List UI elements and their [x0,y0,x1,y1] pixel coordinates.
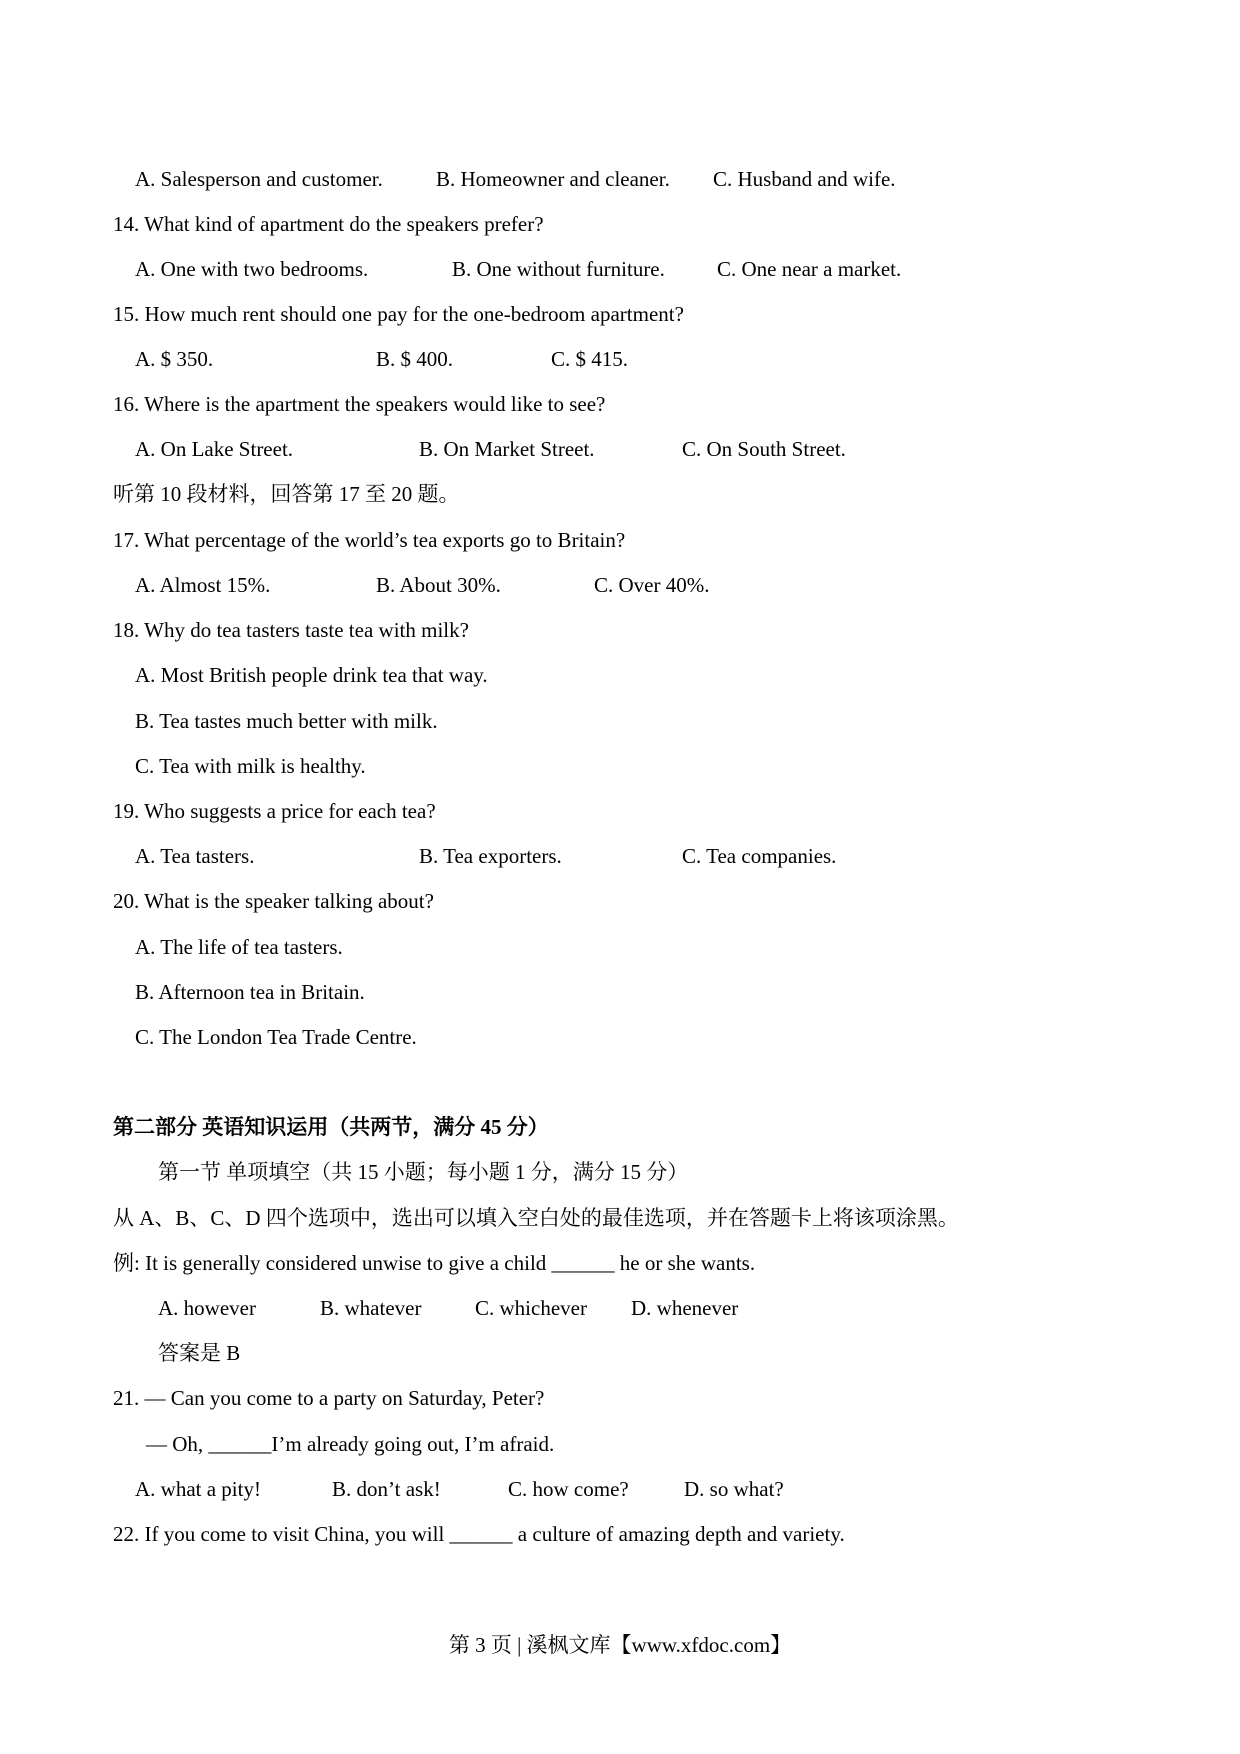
section10-instruction: 听第 10 段材料，回答第 17 至 20 题。 [113,482,460,506]
example-stem: 例: It is generally considered unwise to give a child ______ he or she wants. [113,1251,756,1275]
q21-option-b: B. don’t ask! [332,1477,441,1501]
q21-stem: 21. — Can you come to a party on Saturday, Peter? [113,1386,545,1410]
q15-option-a: A. $ 350. [135,347,214,371]
q19-option-a: A. Tea tasters. [135,844,255,868]
q21-option-d: D. so what? [684,1477,784,1501]
example-option-a: A. however [158,1296,256,1320]
q17-option-a: A. Almost 15%. [135,573,271,597]
q15-stem: 15. How much rent should one pay for the one-bedroom apartment? [113,302,684,326]
q19-option-b: B. Tea exporters. [419,844,562,868]
q21-option-a: A. what a pity! [135,1477,261,1501]
q22-stem: 22. If you come to visit China, you will ______ a culture of amazing depth and variety. [113,1522,845,1546]
q18-stem: 18. Why do tea tasters taste tea with milk? [113,618,469,642]
q16-option-b: B. On Market Street. [419,437,595,461]
q14-stem: 14. What kind of apartment do the speakers prefer? [113,212,544,236]
part2-instruction: 从 A、B、C、D 四个选项中，选出可以填入空白处的最佳选项，并在答题卡上将该项涂黑。 [113,1206,959,1230]
part2-title: 第二部分 英语知识运用（共两节，满分 45 分） [113,1115,549,1139]
q15-option-b: B. $ 400. [376,347,454,371]
q16-option-c: C. On South Street. [682,437,846,461]
q14-option-c: C. One near a market. [717,257,902,281]
q19-stem: 19. Who suggests a price for each tea? [113,799,436,823]
q20-option-a: A. The life of tea tasters. [135,935,343,959]
q21-option-c: C. how come? [508,1477,629,1501]
q17-option-c: C. Over 40%. [594,573,710,597]
q14-option-a: A. One with two bedrooms. [135,257,369,281]
part2-section1-heading: 第一节 单项填空（共 15 小题；每小题 1 分，满分 15 分） [158,1160,689,1184]
q17-option-b: B. About 30%. [376,573,501,597]
page-footer: 第 3 页 | 溪枫文库【www.xfdoc.com】 [448,1633,792,1657]
q19-option-c: C. Tea companies. [682,844,837,868]
example-option-d: D. whenever [631,1296,739,1320]
q21-reply: — Oh, ______I’m already going out, I’m afraid. [146,1432,555,1456]
q20-stem: 20. What is the speaker talking about? [113,889,434,913]
q15-option-c: C. $ 415. [551,347,629,371]
q13-option-c: C. Husband and wife. [713,167,896,191]
q17-stem: 17. What percentage of the world’s tea exports go to Britain? [113,528,626,552]
q13-option-b: B. Homeowner and cleaner. [436,167,670,191]
q14-option-b: B. One without furniture. [452,257,665,281]
example-option-b: B. whatever [320,1296,422,1320]
q16-option-a: A. On Lake Street. [135,437,294,461]
q18-option-a: A. Most British people drink tea that way. [135,663,488,687]
q18-option-b: B. Tea tastes much better with milk. [135,709,438,733]
q18-option-c: C. Tea with milk is healthy. [135,754,366,778]
q20-option-c: C. The London Tea Trade Centre. [135,1025,417,1049]
q13-option-a: A. Salesperson and customer. [135,167,383,191]
q16-stem: 16. Where is the apartment the speakers would like to see? [113,392,606,416]
example-answer: 答案是 B [158,1341,241,1365]
q20-option-b: B. Afternoon tea in Britain. [135,980,365,1004]
example-option-c: C. whichever [475,1296,587,1320]
